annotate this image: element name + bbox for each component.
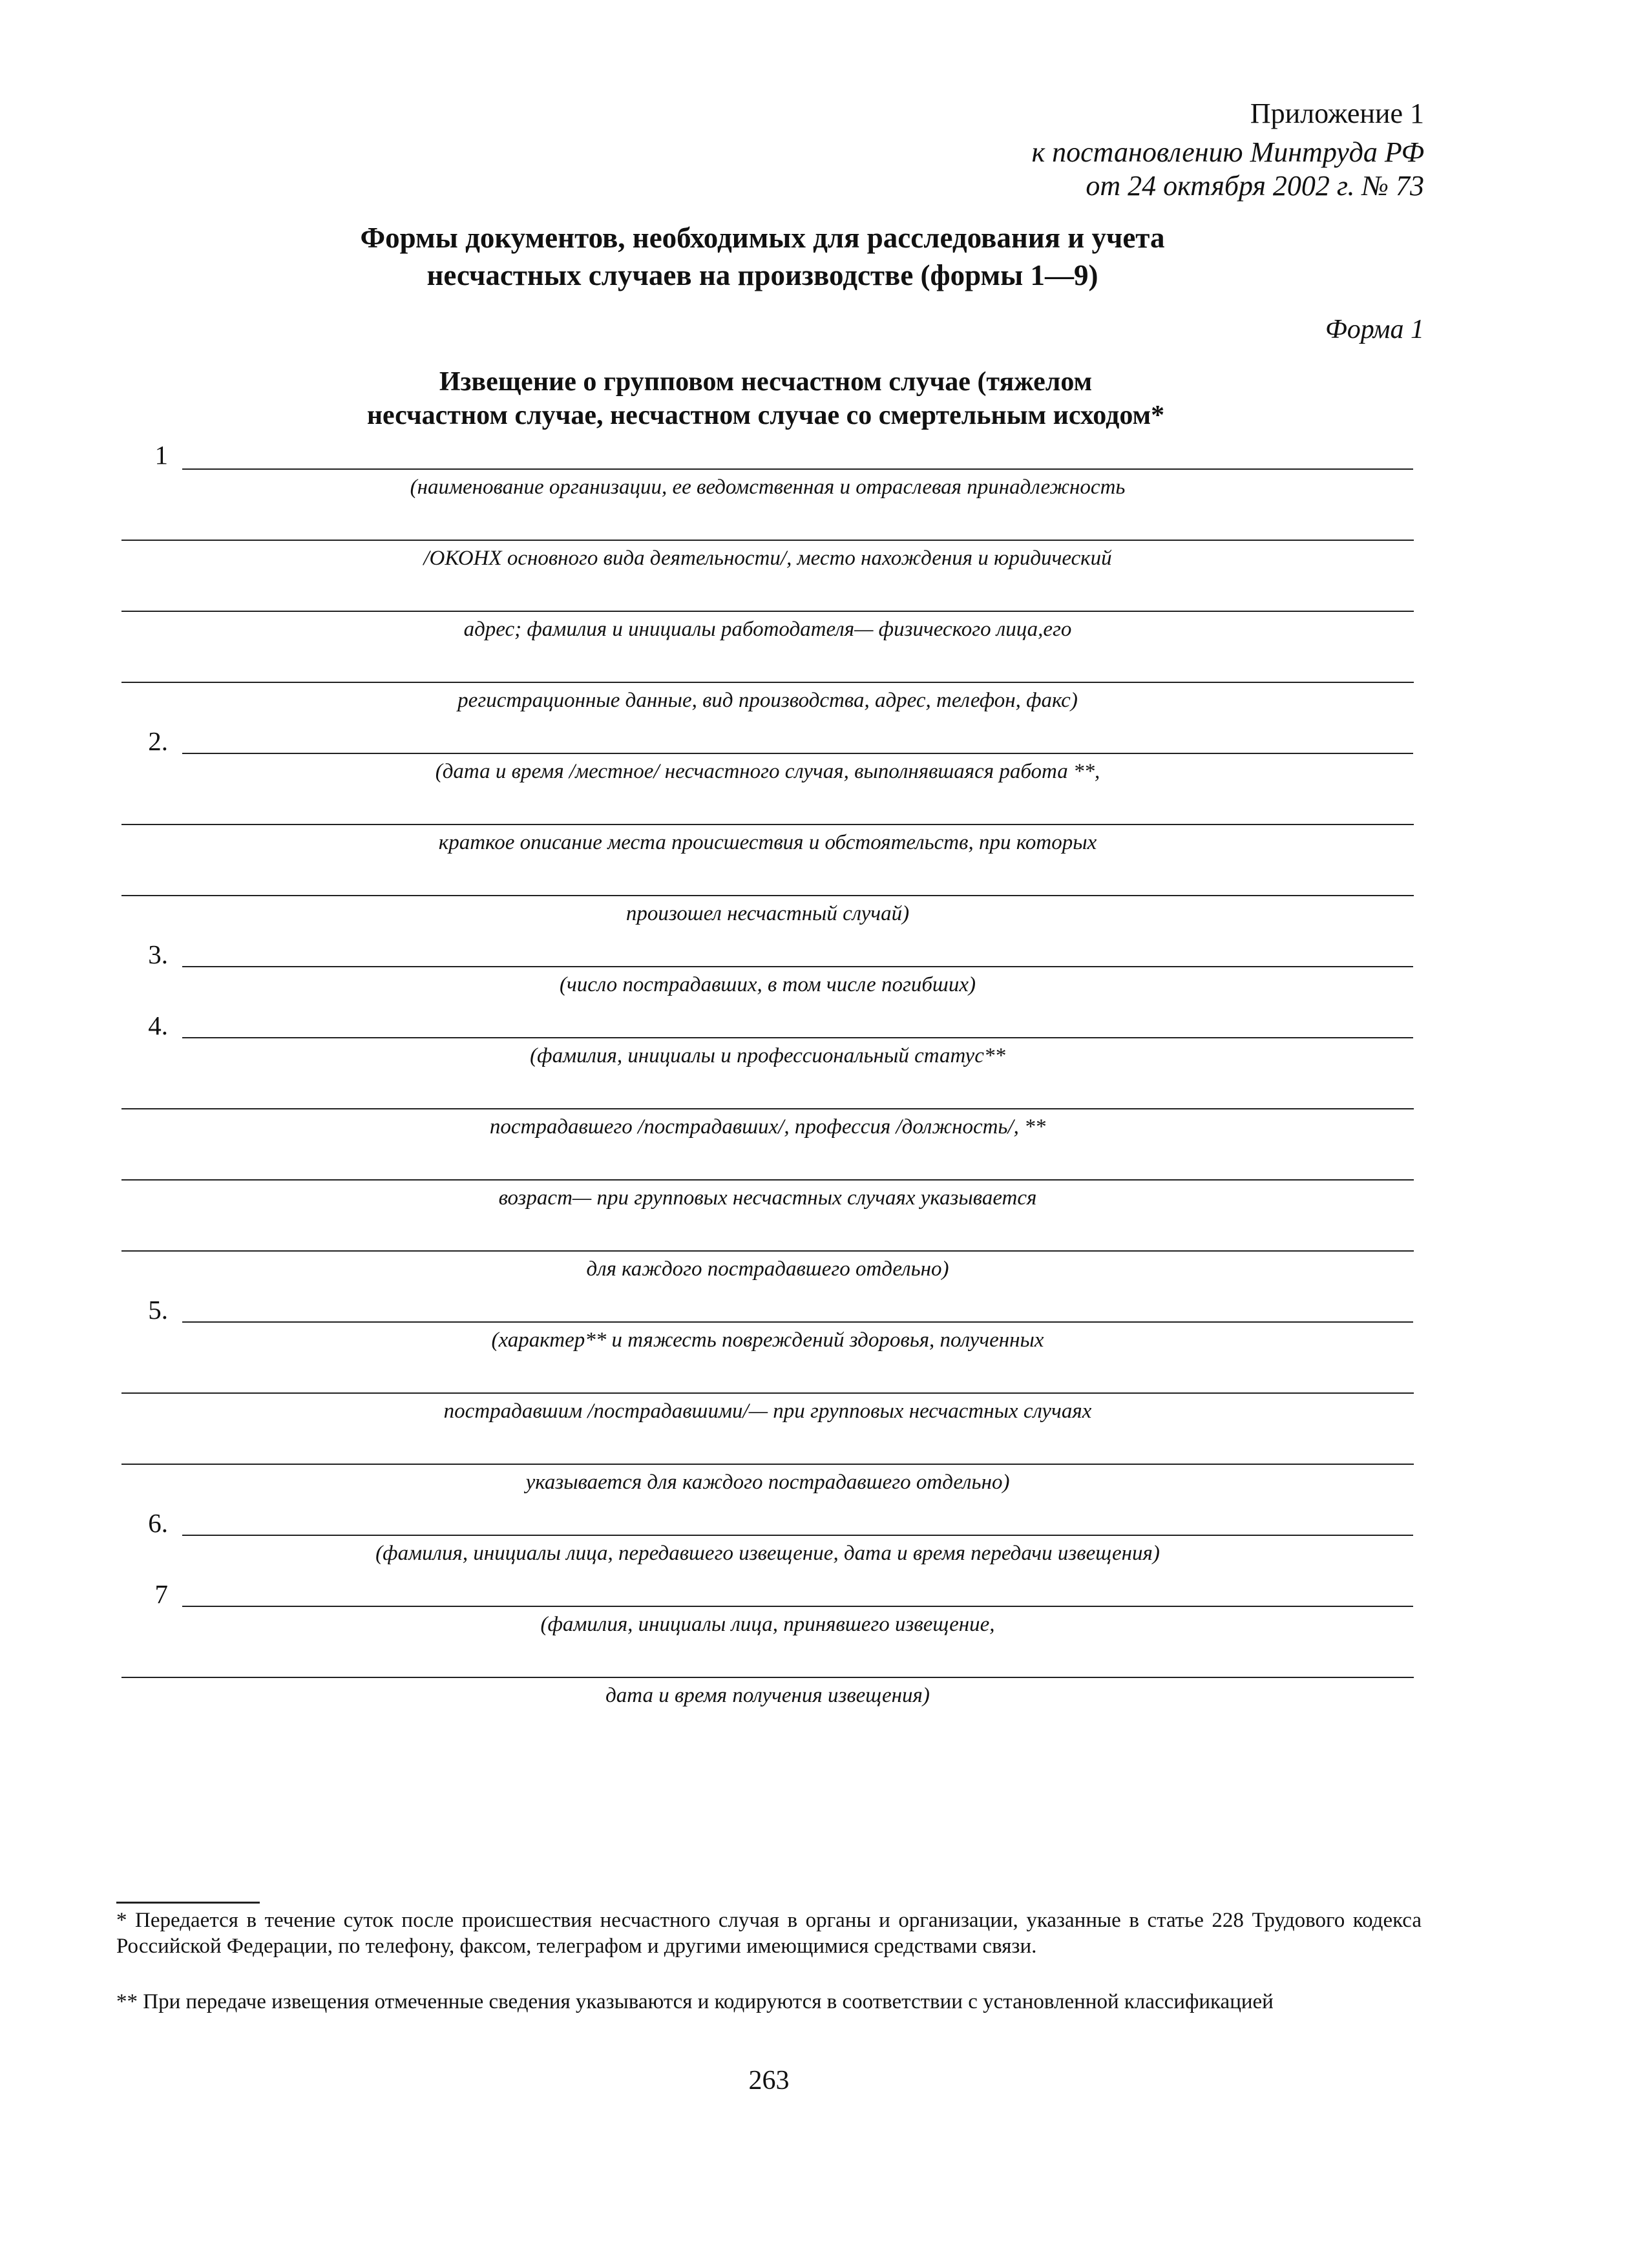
resolution-reference: к постановлению Минтруда РФ	[1031, 136, 1424, 168]
notice-title-line-2: несчастном случае, несчастном случае со смертельным исходом*	[366, 401, 1165, 430]
field-hint: (характер** и тяжесть повреждений здоровья, полученных	[491, 1328, 1044, 1352]
field-hint: указывается для каждого пострадавшего отдельно)	[525, 1471, 1010, 1494]
field-hint: пострадавшим /пострадавшими/— при групповых несчастных случаях	[443, 1400, 1092, 1423]
blank-field-4a[interactable]	[182, 1037, 1413, 1038]
blank-field-1c[interactable]	[121, 611, 1414, 612]
blank-field-3[interactable]	[182, 966, 1413, 967]
field-hint: дата и время получения извещения)	[605, 1684, 930, 1707]
blank-field-4c[interactable]	[121, 1179, 1414, 1181]
field-hint: (фамилия, инициалы лица, передавшего извещение, дата и время передачи извещения)	[375, 1542, 1160, 1565]
blank-field-1b[interactable]	[121, 540, 1414, 541]
blank-field-4d[interactable]	[121, 1250, 1414, 1252]
blank-field-7b[interactable]	[121, 1677, 1414, 1678]
item-number-7: 7	[154, 1579, 168, 1609]
blank-field-5b[interactable]	[121, 1392, 1414, 1394]
page-number: 263	[748, 2066, 790, 2095]
footnote-separator	[116, 1902, 260, 1904]
blank-field-2a[interactable]	[182, 753, 1413, 754]
field-hint: возраст— при групповых несчастных случаях указывается	[498, 1186, 1037, 1210]
footnote-2: ** При передаче извещения отмеченные сведения указываются и кодируются в соответствии с установленной классификацией	[116, 1990, 1274, 2013]
page-title-line-1: Формы документов, необходимых для расследования и учета	[360, 222, 1165, 254]
field-hint: (наименование организации, ее ведомственная и отраслевая принадлежность	[410, 476, 1126, 499]
field-hint: (дата и время /местное/ несчастного случая, выполнявшаяся работа **,	[435, 760, 1100, 783]
field-hint: (число пострадавших, в том числе погибших)	[560, 973, 976, 996]
blank-field-1a[interactable]	[182, 468, 1413, 470]
item-number-4: 4.	[148, 1011, 168, 1040]
field-hint: регистрационные данные, вид производства, адрес, телефон, факс)	[457, 689, 1078, 712]
footnote-1: * Передается в течение суток после происшествия несчастного случая в органы и организации, указанные в статье 228 Трудового кодекса Российской Федерации, по телефону, факсом, телеграфом и другими имеющимися средствами связи.	[116, 1909, 1422, 1958]
field-hint: для каждого пострадавшего отдельно)	[586, 1257, 949, 1281]
field-hint: краткое описание места происшествия и обстоятельств, при которых	[438, 831, 1097, 854]
field-hint: /ОКОНХ основного вида деятельности/, место нахождения и юридический	[423, 547, 1112, 570]
field-hint: произошел несчастный случай)	[625, 902, 910, 925]
blank-field-5a[interactable]	[182, 1321, 1413, 1323]
item-number-5: 5.	[148, 1295, 168, 1325]
blank-field-5c[interactable]	[121, 1464, 1414, 1465]
blank-field-4b[interactable]	[121, 1108, 1414, 1109]
resolution-date: от 24 октября 2002 г. № 73	[1086, 170, 1424, 202]
blank-field-2c[interactable]	[121, 895, 1414, 896]
blank-field-2b[interactable]	[121, 824, 1414, 825]
page-title-line-2: несчастных случаев на производстве (формы 1—9)	[426, 259, 1098, 291]
field-hint: адрес; фамилия и инициалы работодателя— физического лица,его	[463, 618, 1072, 641]
form-label: Форма 1	[1325, 315, 1424, 344]
appendix-number: Приложение 1	[1250, 98, 1424, 129]
item-number-6: 6.	[148, 1508, 168, 1538]
blank-field-6[interactable]	[182, 1535, 1413, 1536]
blank-field-7a[interactable]	[182, 1606, 1413, 1607]
item-number-3: 3.	[148, 940, 168, 969]
item-number-1: 1	[154, 440, 168, 470]
field-hint: пострадавшего /пострадавших/, профессия /должность/, **	[489, 1115, 1046, 1139]
field-hint: (фамилия, инициалы и профессиональный статус**	[530, 1044, 1005, 1067]
blank-field-1d[interactable]	[121, 682, 1414, 683]
notice-title-line-1: Извещение о групповом несчастном случае (тяжелом	[439, 367, 1093, 397]
item-number-2: 2.	[148, 726, 168, 756]
field-hint: (фамилия, инициалы лица, принявшего извещение,	[540, 1613, 995, 1636]
